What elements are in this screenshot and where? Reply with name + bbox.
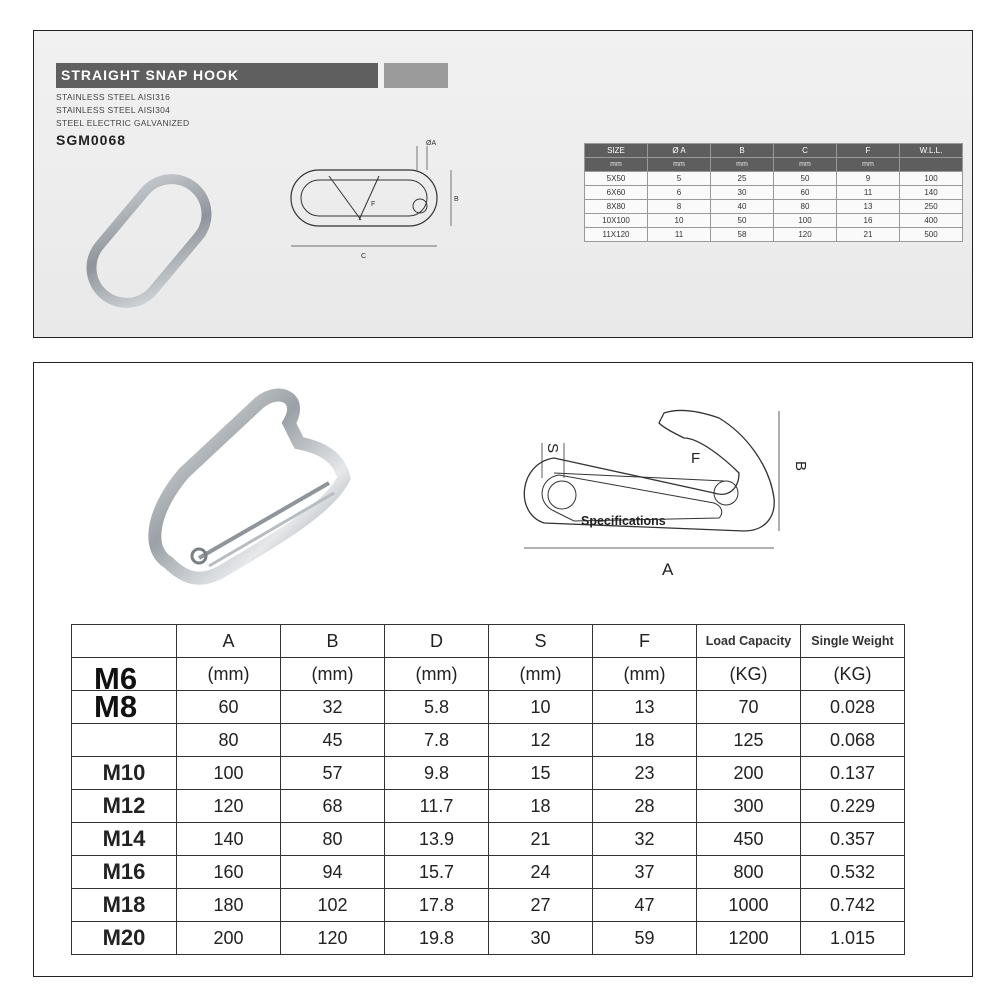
unit-cell: (KG) — [697, 658, 801, 691]
top-unit: mm — [837, 158, 900, 172]
carabiner-drawing — [514, 403, 809, 583]
table-cell: 300 — [697, 790, 801, 823]
unit-cell: (mm) — [593, 658, 697, 691]
table-cell: 13.9 — [385, 823, 489, 856]
table-row — [585, 200, 963, 214]
diagram-label-s: S — [544, 443, 561, 454]
top-unit — [900, 158, 963, 172]
table-cell: 0.028 — [801, 691, 905, 724]
size-cell: M10 — [72, 757, 177, 790]
table-cell: 13 — [837, 200, 900, 214]
spec-table — [71, 624, 905, 955]
header-b: B — [281, 625, 385, 658]
top-header-size: SIZE — [585, 144, 648, 158]
top-header-b: B — [711, 144, 774, 158]
table-row — [585, 172, 963, 186]
diagram-label-f: F — [691, 450, 701, 467]
table-cell: 32 — [281, 691, 385, 724]
carabiner-photo — [139, 388, 369, 598]
table-cell: 80 — [774, 200, 837, 214]
table-cell: 8X80 — [585, 200, 648, 214]
table-cell: 60 — [774, 186, 837, 200]
table-cell: 13 — [593, 691, 697, 724]
table-cell: 15.7 — [385, 856, 489, 889]
header-d: D — [385, 625, 489, 658]
top-unit: mm — [648, 158, 711, 172]
top-header-a: Ø A — [648, 144, 711, 158]
table-cell: 200 — [697, 757, 801, 790]
diagram-label-a: ØA — [426, 140, 437, 147]
top-unit: mm — [585, 158, 648, 172]
table-cell: 23 — [593, 757, 697, 790]
header-f: F — [593, 625, 697, 658]
table-cell: 0.742 — [801, 889, 905, 922]
header-single-weight: Single Weight — [801, 625, 905, 658]
table-cell: 30 — [711, 186, 774, 200]
bottom-product-panel — [33, 362, 973, 977]
table-cell: 40 — [711, 200, 774, 214]
table-cell: 17.8 — [385, 889, 489, 922]
table-cell: 10 — [489, 691, 593, 724]
unit-cell: (mm) — [385, 658, 489, 691]
size-cell: M20 — [72, 922, 177, 955]
unit-cell: (mm) — [177, 658, 281, 691]
material-line-2: STAINLESS STEEL AISI304 — [56, 105, 171, 115]
table-cell: 0.532 — [801, 856, 905, 889]
top-header-f: F — [837, 144, 900, 158]
table-cell: 9.8 — [385, 757, 489, 790]
table-row — [585, 214, 963, 228]
snap-hook-drawing — [279, 136, 469, 266]
product-title: STRAIGHT SNAP HOOK — [56, 63, 378, 88]
table-cell: 9 — [837, 172, 900, 186]
size-label-m6: M6 — [94, 661, 138, 696]
table-row — [585, 228, 963, 242]
table-cell: 70 — [697, 691, 801, 724]
diagram-label-b: B — [454, 196, 459, 203]
table-cell: 6 — [648, 186, 711, 200]
table-cell: 80 — [177, 724, 281, 757]
diagram-label-b: B — [792, 461, 809, 472]
table-cell: 0.068 — [801, 724, 905, 757]
table-cell: 50 — [774, 172, 837, 186]
table-cell: 5.8 — [385, 691, 489, 724]
table-cell: 100 — [177, 757, 281, 790]
table-row — [72, 889, 905, 922]
table-cell: 18 — [593, 724, 697, 757]
size-label-m8: M8 — [94, 689, 138, 724]
top-spec-table — [584, 143, 963, 242]
table-cell: 0.229 — [801, 790, 905, 823]
table-cell: 27 — [489, 889, 593, 922]
table-row — [72, 790, 905, 823]
table-cell: 25 — [711, 172, 774, 186]
table-cell: 50 — [711, 214, 774, 228]
material-line-3: STEEL ELECTRIC GALVANIZED — [56, 118, 190, 128]
table-row — [72, 922, 905, 955]
table-row — [72, 757, 905, 790]
table-cell: 1200 — [697, 922, 801, 955]
table-cell: 21 — [837, 228, 900, 242]
table-cell: 80 — [281, 823, 385, 856]
table-cell: 68 — [281, 790, 385, 823]
stacked-size-labels — [94, 661, 138, 724]
table-cell: 102 — [281, 889, 385, 922]
header-s: S — [489, 625, 593, 658]
top-product-panel — [33, 30, 973, 338]
table-cell: 45 — [281, 724, 385, 757]
table-row — [72, 856, 905, 889]
title-bar-accent — [384, 63, 448, 88]
table-cell: 59 — [593, 922, 697, 955]
size-cell: M18 — [72, 889, 177, 922]
table-cell: 47 — [593, 889, 697, 922]
table-cell: 60 — [177, 691, 281, 724]
table-cell: 200 — [177, 922, 281, 955]
header-load-capacity: Load Capacity — [697, 625, 801, 658]
top-header-wll: W.L.L. — [900, 144, 963, 158]
table-cell: 37 — [593, 856, 697, 889]
header-a: A — [177, 625, 281, 658]
snap-hook-photo — [74, 166, 224, 316]
table-cell: 800 — [697, 856, 801, 889]
table-cell: 140 — [900, 186, 963, 200]
table-cell: 120 — [281, 922, 385, 955]
table-cell: 120 — [177, 790, 281, 823]
table-cell: 400 — [900, 214, 963, 228]
table-cell: 11.7 — [385, 790, 489, 823]
table-cell: 180 — [177, 889, 281, 922]
table-cell: 500 — [900, 228, 963, 242]
table-cell: 1.015 — [801, 922, 905, 955]
table-units-row — [72, 658, 905, 691]
table-row — [72, 724, 905, 757]
table-cell: 140 — [177, 823, 281, 856]
table-cell: 28 — [593, 790, 697, 823]
diagram-label-f: F — [371, 201, 376, 208]
table-cell: 15 — [489, 757, 593, 790]
diagram-label-a: A — [662, 560, 674, 579]
table-cell: 24 — [489, 856, 593, 889]
table-cell: 19.8 — [385, 922, 489, 955]
table-cell: 16 — [837, 214, 900, 228]
table-cell: 0.357 — [801, 823, 905, 856]
unit-cell: (mm) — [281, 658, 385, 691]
table-cell: 0.137 — [801, 757, 905, 790]
table-row — [585, 186, 963, 200]
table-cell: 100 — [900, 172, 963, 186]
size-cell: M14 — [72, 823, 177, 856]
table-row — [72, 823, 905, 856]
table-cell: 7.8 — [385, 724, 489, 757]
table-cell: 57 — [281, 757, 385, 790]
size-cell: M16 — [72, 856, 177, 889]
table-cell: 160 — [177, 856, 281, 889]
table-cell: 120 — [774, 228, 837, 242]
top-header-c: C — [774, 144, 837, 158]
table-cell: 10X100 — [585, 214, 648, 228]
unit-cell: (KG) — [801, 658, 905, 691]
size-cell — [72, 724, 177, 757]
table-header-row — [72, 625, 905, 658]
size-cell: M12 — [72, 790, 177, 823]
table-cell: 8 — [648, 200, 711, 214]
table-cell: 6X60 — [585, 186, 648, 200]
table-cell: 250 — [900, 200, 963, 214]
model-number: SGM0068 — [56, 132, 127, 148]
diagram-label-c: C — [361, 253, 367, 260]
top-unit: mm — [774, 158, 837, 172]
table-row — [72, 691, 905, 724]
top-unit: mm — [711, 158, 774, 172]
table-cell: 5 — [648, 172, 711, 186]
material-line-1: STAINLESS STEEL AISI316 — [56, 92, 171, 102]
table-cell: 94 — [281, 856, 385, 889]
table-cell: 100 — [774, 214, 837, 228]
table-cell: 18 — [489, 790, 593, 823]
table-cell: 11X120 — [585, 228, 648, 242]
table-cell: 11 — [648, 228, 711, 242]
table-cell: 58 — [711, 228, 774, 242]
table-cell: 32 — [593, 823, 697, 856]
table-cell: 450 — [697, 823, 801, 856]
specifications-label: Specifications — [581, 514, 666, 528]
table-cell: 10 — [648, 214, 711, 228]
unit-cell: (mm) — [489, 658, 593, 691]
table-cell: 1000 — [697, 889, 801, 922]
table-cell: 11 — [837, 186, 900, 200]
size-header — [72, 625, 177, 658]
table-cell: 125 — [697, 724, 801, 757]
table-cell: 12 — [489, 724, 593, 757]
table-cell: 30 — [489, 922, 593, 955]
table-cell: 21 — [489, 823, 593, 856]
table-cell: 5X50 — [585, 172, 648, 186]
